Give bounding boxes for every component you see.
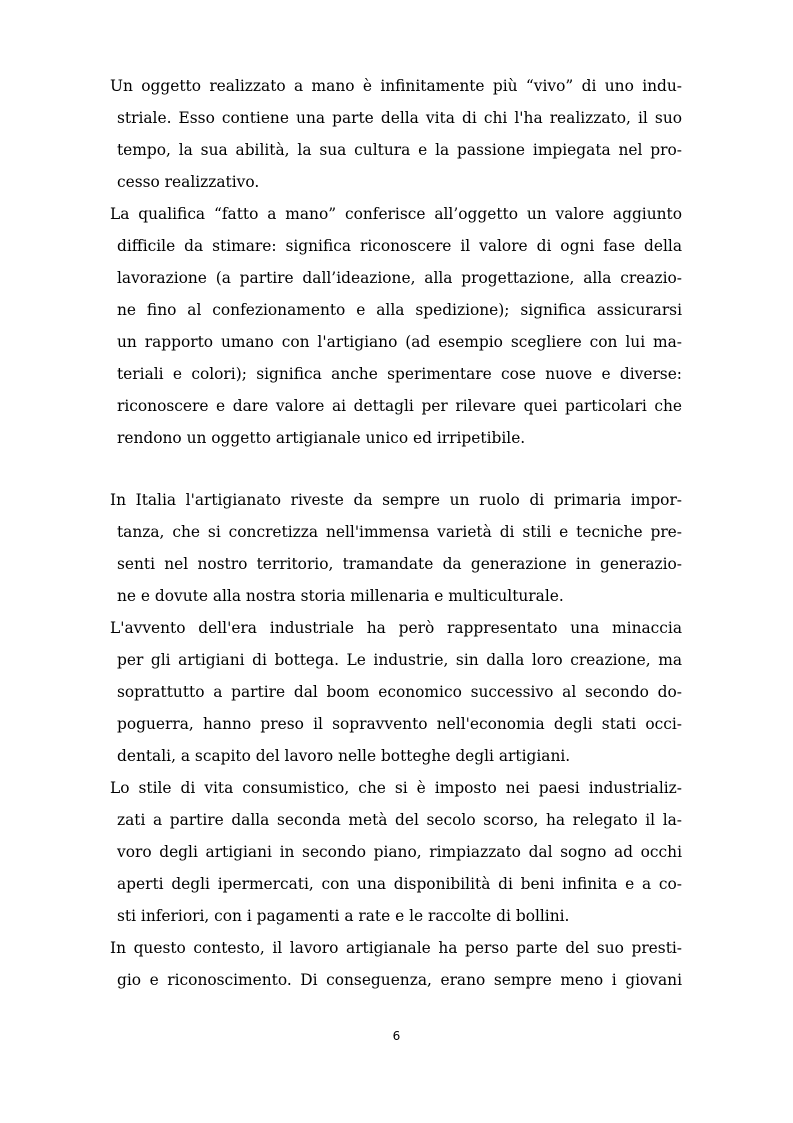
text-line: per gli artigiani di bottega. Le industrie, sin dalla loro creazione, ma xyxy=(117,651,682,669)
text-line: L'avvento dell'era industriale ha però rappresentato una minaccia xyxy=(110,619,682,637)
text-line: difficile da stimare: significa riconoscere il valore di ogni fase della xyxy=(117,237,682,255)
text-line: Un oggetto realizzato a mano è infinitamente più “vivo” di uno indu- xyxy=(110,77,682,95)
text-line: In Italia l'artigianato riveste da sempre un ruolo di primaria impor- xyxy=(110,491,682,509)
text-line: zati a partire dalla seconda metà del secolo scorso, ha relegato il la- xyxy=(117,811,682,829)
text-line: voro degli artigiani in secondo piano, rimpiazzato dal sogno ad occhi xyxy=(117,843,682,861)
text-line: gio e riconoscimento. Di conseguenza, erano sempre meno i giovani xyxy=(117,971,682,989)
text-line: cesso realizzativo. xyxy=(117,173,260,191)
text-line: dentali, a scapito del lavoro nelle botteghe degli artigiani. xyxy=(117,747,571,765)
text-line: teriali e colori); significa anche sperimentare cose nuove e diverse: xyxy=(117,365,682,383)
text-line: un rapporto umano con l'artigiano (ad esempio scegliere con lui ma- xyxy=(117,333,682,351)
text-line: rendono un oggetto artigianale unico ed irripetibile. xyxy=(117,429,526,447)
text-line: ne e dovute alla nostra storia millenaria e multiculturale. xyxy=(117,587,564,605)
text-line: aperti degli ipermercati, con una disponibilità di beni infinita e a co- xyxy=(117,875,682,893)
text-line: La qualifica “fatto a mano” conferisce all’oggetto un valore aggiunto xyxy=(110,205,682,223)
text-line: senti nel nostro territorio, tramandate da generazione in generazio- xyxy=(117,555,682,573)
text-line: lavorazione (a partire dall’ideazione, alla progettazione, alla creazio- xyxy=(117,269,682,287)
text-line: tanza, che si concretizza nell'immensa varietà di stili e tecniche pre- xyxy=(117,523,682,541)
text-line: In questo contesto, il lavoro artigianale ha perso parte del suo presti- xyxy=(110,939,682,957)
text-line: striale. Esso contiene una parte della vita di chi l'ha realizzato, il suo xyxy=(117,109,682,127)
text-line: Lo stile di vita consumistico, che si è imposto nei paesi industrializ- xyxy=(110,779,682,797)
page-number: 6 xyxy=(392,1029,401,1043)
text-line: riconoscere e dare valore ai dettagli per rilevare quei particolari che xyxy=(117,397,682,415)
text-line: ne fino al confezionamento e alla spedizione); significa assicurarsi xyxy=(117,301,682,319)
text-line: poguerra, hanno preso il sopravvento nell'economia degli stati occi- xyxy=(117,715,682,733)
text-line: sti inferiori, con i pagamenti a rate e le raccolte di bollini. xyxy=(117,907,570,925)
text-line: tempo, la sua abilità, la sua cultura e la passione impiegata nel pro- xyxy=(117,141,682,159)
text-line: soprattutto a partire dal boom economico successivo al secondo do- xyxy=(117,683,682,701)
